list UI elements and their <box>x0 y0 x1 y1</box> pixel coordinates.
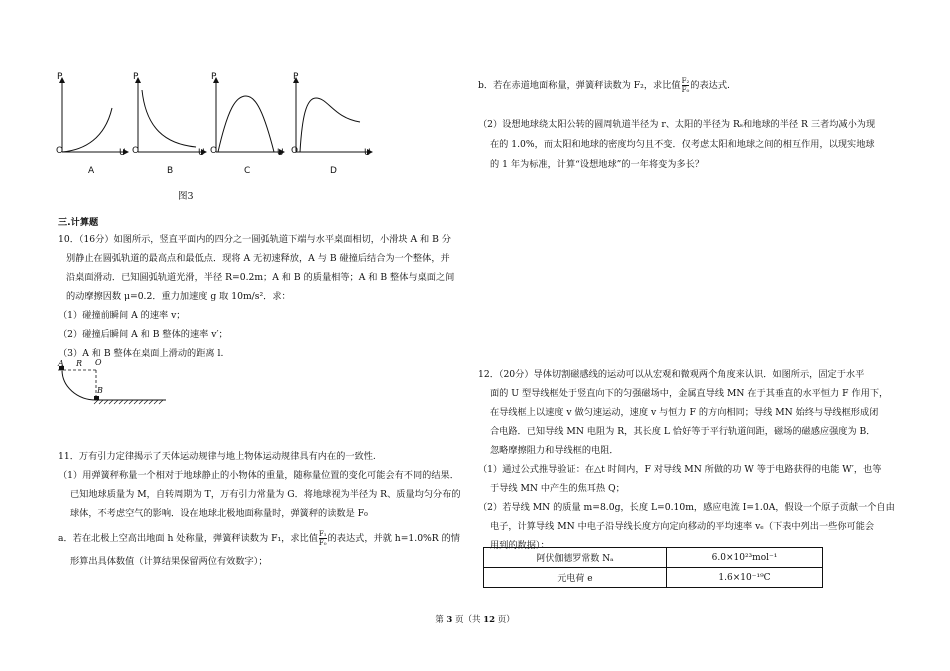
q12-part-2: （2）若导线 MN 的质量 m=8.0g，长度 L=0.10m，感应电流 I=1.0A，假设一个原子贡献一个自由 <box>478 502 895 513</box>
ratio-f1-f0 <box>319 530 327 547</box>
footer-pre: 第 <box>435 615 447 625</box>
footer-page-number: 3 <box>446 615 453 625</box>
graph-a-u-label: U <box>119 148 126 158</box>
ratio-f1-num: F₁ <box>318 530 327 538</box>
q11-part-a-post: 的表达式，并就 h=1.0%R 的情 <box>327 533 460 544</box>
q11-2-line: （2）设想地球绕太阳公转的圆周轨道半径为 r、太阳的半径为 Rₛ和地球的半径 R 三者均减小为现 <box>478 119 876 130</box>
graph-b-p-label: P <box>133 72 139 82</box>
q10-arc-track-figure <box>56 362 176 414</box>
q11-2-line: 的 1 年为标准，计算“设想地球”的一年将变为多长？ <box>490 159 705 170</box>
graph-c-p-label: P <box>211 72 217 82</box>
q12-line: 忽略摩擦阻力和导线框的电阻． <box>490 445 619 456</box>
graph-d-u-label: U <box>364 148 371 158</box>
graph-c-label: C <box>244 166 251 176</box>
table-cell-value: 6.0×10²³mol⁻¹ <box>667 548 823 568</box>
ratio-f2-den: F₀ <box>681 86 690 94</box>
table-cell-value: 1.6×10⁻¹⁹C <box>667 568 823 588</box>
question-12 <box>478 365 898 555</box>
q10-part-2: （2）碰撞后瞬间 A 和 B 整体的速率 v′； <box>58 329 228 340</box>
q10-part-3: （3）A 和 B 整体在桌面上滑动的距离 l. <box>58 348 224 359</box>
table-row <box>484 568 823 588</box>
graph-b <box>138 78 206 152</box>
graph-c-o-label: O <box>210 146 218 156</box>
q11-line: 球体，不考虑空气的影响．设在地球北极地面称量时，弹簧秤的读数是 F₀ <box>70 508 368 519</box>
graph-d <box>296 78 372 152</box>
graph-b-curve <box>142 90 196 147</box>
q11-line: 已知地球质量为 M，自转周期为 T，万有引力常量为 G．将地球视为半径为 R、质量均匀分布的 <box>70 489 461 500</box>
footer-page-total: 12 <box>483 615 496 625</box>
footer-post: 页） <box>495 615 515 625</box>
q11-part-b-pre: b．若在赤道地面称量，弹簧秤读数为 F₂，求比值 <box>478 80 681 91</box>
q11-part-b <box>478 76 898 95</box>
q12-line: 在导线框上以速度 v 做匀速运动，速度 v 与恒力 F 的方向相同；导线 MN 始终与导线框形成闭 <box>490 407 879 418</box>
q11-part-b-line <box>478 76 898 95</box>
graph-d-p-label: P <box>293 72 299 82</box>
q12-line: 12．（20分）导体切割磁感线的运动可以从宏观和微观两个角度来认识．如图所示，固定于水平 <box>478 369 865 380</box>
q12-line: 面的 U 型导线框处于竖直向下的匀强磁场中，金属直导线 MN 在于其垂直的水平恒力 F 作用下， <box>490 388 889 399</box>
q11-line: 11．万有引力定律揭示了天体运动规律与地上物体运动规律具有内在的一致性. <box>58 451 376 462</box>
graph-c-curve <box>218 96 274 152</box>
graph-a <box>62 78 128 152</box>
graph-d-o-label: O <box>291 146 299 156</box>
q11-part-b-post: 的表达式. <box>690 80 730 91</box>
q12-line: 合电路．已知导线 MN 电阻为 R，其长度 L 恰好等于平行轨道间距，磁场的磁感应强度为 B． <box>490 426 876 437</box>
q12-line: 电子，计算导线 MN 中电子沿导线长度方向定向移动的平均速率 vₑ（下表中列出一些你可能会 <box>490 521 875 532</box>
graph-b-u-label: U <box>198 148 205 158</box>
question-10 <box>58 230 468 363</box>
q10-fig-label-b: B <box>97 386 103 395</box>
q11-part-2 <box>478 115 898 175</box>
graph-d-label: D <box>330 166 337 176</box>
question-11 <box>58 447 468 571</box>
graph-c <box>216 78 284 152</box>
table-cell-name: 阿伏伽德罗常数 Nₐ <box>484 548 667 568</box>
q10-arc <box>62 370 96 400</box>
graph-b-label: B <box>167 166 174 176</box>
q10-line: 10．（16分）如图所示，竖直平面内的四分之一圆弧轨道下端与水平桌面相切，小滑块 A 和 B 分 <box>58 234 451 245</box>
q10-line: 沿桌面滑动．已知圆弧轨道光滑，半径 R=0.2m；A 和 B 的质量相等；A 和 B 整体与桌面之间 <box>66 272 455 283</box>
q10-fig-label-r: R <box>76 359 83 368</box>
graph-c-u-label: U <box>277 148 284 158</box>
constants-table <box>483 547 823 588</box>
ratio-f2-f0 <box>682 77 690 94</box>
page-footer <box>0 613 950 625</box>
q10-part-1: （1）碰撞前瞬间 A 的速率 v； <box>58 310 186 321</box>
q10-fig-label-o: O <box>95 358 102 367</box>
graph-a-o-label: O <box>56 146 64 156</box>
graph-a-p-label: P <box>57 72 63 82</box>
figure-3-caption: 图3 <box>178 191 194 202</box>
q10-line: 的动摩擦因数 μ=0.2．重力加速度 g 取 10m/s²．求： <box>66 291 291 302</box>
table-row <box>484 548 823 568</box>
footer-mid: 页（共 <box>452 615 484 625</box>
q10-fig-label-a: A <box>58 359 64 368</box>
block-b <box>94 396 99 400</box>
q12-line: 于导线 MN 中产生的焦耳热 Q； <box>490 483 625 494</box>
graph-d-curve <box>300 98 360 152</box>
q11-part-a <box>58 529 468 548</box>
graph-b-o-label: O <box>132 146 140 156</box>
q11-part-a-pre: a．若在北极上空高出地面 h 处称量，弹簧秤读数为 F₁，求比值 <box>58 533 318 544</box>
q11-2-line: 在的 1.0%，而太阳和地球的密度均匀且不变．仅考虑太阳和地球之间的相互作用，以现实地球 <box>490 139 875 150</box>
figure-3-graphs <box>50 68 410 188</box>
section-3-heading: 三.计算题 <box>58 217 99 228</box>
ratio-f1-den: F₀ <box>318 539 327 547</box>
q10-line: 别静止在圆弧轨道的最高点和最低点．现将 A 无初速释放，A 与 B 碰撞后结合为一个整体，并 <box>66 253 450 264</box>
q12-line: 用到的数据）： <box>490 540 550 551</box>
q12-part-1: （1）通过公式推导验证：在△t 时间内，F 对导线 MN 所做的功 W 等于电路获得的电能 W′，也等 <box>478 464 882 475</box>
table-cell-name: 元电荷 e <box>484 568 667 588</box>
q11-line: （1）用弹簧秤称量一个相对于地球静止的小物体的重量，随称量位置的变化可能会有不同的结果． <box>58 470 459 481</box>
ratio-f2-num: F₂ <box>681 77 690 85</box>
q11-part-a-line2: 形算出具体数值（计算结果保留两位有效数字）； <box>70 556 268 567</box>
graph-a-label: A <box>88 166 95 176</box>
graph-a-curve <box>62 108 112 152</box>
